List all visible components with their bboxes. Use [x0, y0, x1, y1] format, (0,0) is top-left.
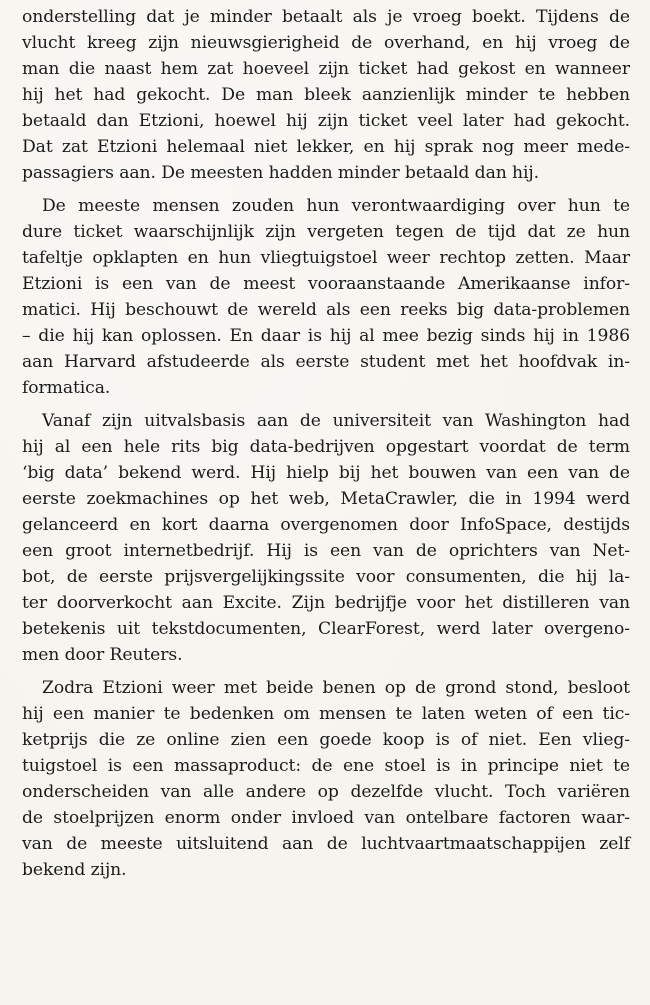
paragraph-2: [22, 193, 630, 401]
text-line: eerste zoekmachines op het web, MetaCrawler, die in 1994 werd: [22, 489, 630, 509]
text-line: formatica.: [22, 378, 111, 398]
text-line: hij een manier te bedenken om mensen te laten weten of een tic-: [22, 704, 630, 724]
text-line: men door Reuters.: [22, 645, 183, 665]
text-line: onderscheiden van alle andere op dezelfde vlucht. Toch variëren: [22, 782, 630, 802]
text-line: De meeste mensen zouden hun verontwaardiging over hun te: [42, 196, 630, 216]
text-line: betekenis uit tekstdocumenten, ClearForest, werd later overgeno-: [22, 619, 630, 639]
text-line: de stoelprijzen enorm onder invloed van ontelbare factoren waar-: [22, 808, 630, 828]
paragraph-1: [22, 4, 630, 186]
text-line: man die naast hem zat hoeveel zijn ticket had gekost en wanneer: [22, 59, 630, 79]
text-line: hij al een hele rits big data-bedrijven opgestart voordat de term: [22, 437, 630, 457]
text-line: Dat zat Etzioni helemaal niet lekker, en hij sprak nog meer mede-: [22, 137, 630, 157]
text-line: onderstelling dat je minder betaalt als je vroeg boekt. Tijdens de: [22, 7, 630, 27]
text-line: ‘big data’ bekend werd. Hij hielp bij het bouwen van een van de: [22, 463, 630, 483]
text-line: tafeltje opklapten en hun vliegtuigstoel weer rechtop zetten. Maar: [22, 248, 630, 268]
text-line: bekend zijn.: [22, 860, 127, 880]
text-line: dure ticket waarschijnlijk zijn vergeten tegen de tijd dat ze hun: [22, 222, 630, 242]
text-line: – die hij kan oplossen. En daar is hij al mee bezig sinds hij in 1986: [22, 326, 630, 346]
text-line: Vanaf zijn uitvalsbasis aan de universiteit van Washington had: [42, 411, 630, 431]
text-line: ketprijs die ze online zien een goede koop is of niet. Een vlieg-: [22, 730, 630, 750]
paragraph-4: [22, 675, 630, 883]
text-line: Zodra Etzioni weer met beide benen op de grond stond, besloot: [42, 678, 630, 698]
paragraph-3: [22, 408, 630, 668]
text-line: ter doorverkocht aan Excite. Zijn bedrijfje voor het distilleren van: [22, 593, 630, 613]
body-text: [22, 4, 630, 890]
text-line: tuigstoel is een massaproduct: de ene stoel is in principe niet te: [22, 756, 630, 776]
text-line: Etzioni is een van de meest vooraanstaande Amerikaanse infor-: [22, 274, 630, 294]
text-line: betaald dan Etzioni, hoewel hij zijn ticket veel later had gekocht.: [22, 111, 630, 131]
text-line: van de meeste uitsluitend aan de luchtvaartmaatschappijen zelf: [22, 834, 630, 854]
text-line: vlucht kreeg zijn nieuwsgierigheid de overhand, en hij vroeg de: [22, 33, 630, 53]
text-line: aan Harvard afstudeerde als eerste student met het hoofdvak in-: [22, 352, 630, 372]
text-line: een groot internetbedrijf. Hij is een van de oprichters van Net-: [22, 541, 630, 561]
text-line: gelanceerd en kort daarna overgenomen door InfoSpace, destijds: [22, 515, 630, 535]
text-line: bot, de eerste prijsvergelijkingssite voor consumenten, die hij la-: [22, 567, 630, 587]
text-line: hij het had gekocht. De man bleek aanzienlijk minder te hebben: [22, 85, 630, 105]
text-line: passagiers aan. De meesten hadden minder betaald dan hij.: [22, 163, 540, 183]
text-line: matici. Hij beschouwt de wereld als een reeks big data-problemen: [22, 300, 630, 320]
